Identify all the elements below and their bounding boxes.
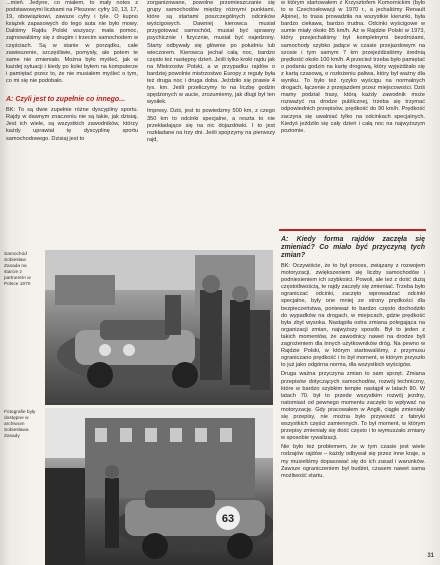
- paragraph: ...mień. Jedyne, co miałem, to mały notes z podstawowymi liczbami na Pleszew: cyfry 10, 13, 17, 19, obowiązkowi, zawsze cyfry i tyle. O kupno książek zapasowych do tego auta nie było mowy. Daliśmy Rajdu Polski wszyscy: mała pomoc, zajmowaliśmy się z drugim i trzecim samochodem w częściach. Są w stanie w porządku, całe zawieszenie, szczęśliwie, pomysły, ale potem te same nie zmieniało. Można było myśleć, jak w każdej sytuacji i kiedy po kolei byłem na komputerze i pamiętać przez to, że nie musiałem myśleć o tym, co mi się nie podobało.: [6, 0, 138, 85]
- car-number: 63: [221, 513, 235, 525]
- rally-car-crowd-image: [45, 250, 273, 405]
- paragraph: BK: Oczywiście, że to był proces, związany z rozwojem motoryzacji, zwiększeniem się liczby samochodów i podniesieniem ich szybkości. Powoli, ale też z dość dużą częstotliwością, te rajdy zaczęły się zmieniać. Trzeba było ograniczać odcinki, zaczęto wprowadzać odcinki specjalne, były one mniej ze strony prędkości dla bezpieczeństwa, ponieważ to bardzo często dochodziło do wypadków na drogach, w miejscach, gdzie prędkość była zbyt wysoka. Nastąpiła ostra zmiana polegająca na organizacji zmian, najwyższy sposób. Był to jeden z takich momentów, że zawodnicy nawet na drodze byli zagrożeniem dla innych użytkowników dróg. Na pewno w Rajdzie Polski, w którym startowaliśmy, z przymusu ograniczano prędkość i to był moment, w którym przyszło to już jako odgórna norma, dla wszystkich wyścigów.: [281, 263, 425, 369]
- rally-photo-1: [45, 250, 273, 405]
- photo-caption: Samochód Sobiesław Zasada na starcie z partnerem w Polsce 1970: [4, 252, 31, 287]
- rally-car-63-image: [45, 408, 273, 565]
- paragraph: zorganizowane, powolne przemieszczanie się grupy samochodów między różnymi punktami, które są startami poszczególnych odcinków wyścigowych. Dawniej kierowca musiał przygotować samochód, musiał być sprawny psychicznie i fizycznie, musiał być najedzony. Starty odbywały się głównie po południu lub wieczorem. Kierowca jechał całą noc, bardzo często też następny dzień. Jeśli tylko kroki rajdu jak na Mistrzostw Polski, a w przypadku rajdów o bardziej powolnie mistrzostwo Europy z reguły była też druga noc i druga doba. Jeździło się prawie 4 tys. km. Jeśli przeliczymy to na liczbę godzin spędzonych w aucie, zrozumiemy, jak długi był ten wysiłek.: [147, 0, 275, 106]
- article-column-3: [281, 0, 425, 137]
- article-column-2: [147, 0, 275, 146]
- paragraph: BK: To są dwie zupełnie różne dyscypliny sportu. Rajdy w dawnym znaczeniu nie są takie, jak dzisiaj. Jest ich wiele, są wszystkich zawodników, którzy każdy uprawiał tę dyscyplinę sportu samochodowego. Dzisiaj jest to: [6, 107, 138, 142]
- paragraph: Nie było też problemem, że w tym czasie jest wiele rodzajów rajdów – każdy odbywał się przez inne kraje, a my musieliśmy dopasować się do ich zasad i warunków. Zawsze ograniczeniem był budżet, czasem nawet sama możliwość startu.: [281, 444, 425, 479]
- interview-question: A: Czyli jest to zupełnie co innego...: [6, 96, 126, 104]
- interview-question: A: Kiedy forma rajdów zaczęła się zmieniać? Co miało być przyczyną tych zmian?: [281, 236, 425, 259]
- article-column-1: [6, 0, 138, 145]
- article-column-3-lower: [281, 232, 425, 482]
- paragraph: w którym startowałem z Krzysztofem Komornickim (było to w Czechosłowacji w 1970 r., a jechaliśmy Renault Alpine), to trasa prowadziła na wszystkie kierunki, była bardzo ciekawa, bardzo trudna. Odcinki wyścigowe w sumie miały około 85 km/h. Aż w Rajdzie Polski w 1973, który przejechaliśmy był kompletnymi bezdrożami, samochody szybko jadące w czasie przejazdowym na szosie i tym samym 7 km przejeżdżaliśmy średnią prędkość około 100 km/h. A przecież trzeba było pamiętać o podaniu godzin na kartę drogową, który wyjeżdżało się z kartą czasową, o rozłożeniu paliwa, który był ważny dla wyniku. To było też ryzyko wyścigu na normalnych drogach, łączenie z przejazdem przez miejscowości. Dziś mamy podział trasy, którą każdy zawodnik może rozważyć na drodze publicznej, trzeba się trzymać odpowiednich przepisów, prędkość do 90 km/h. Prędkość zaczyna się uwalniać tylko na odcinkach specjalnych. Kiedyś jeździło się cały dzień i całą noc na najwyższym poziomie.: [281, 0, 425, 134]
- paragraph: Impresy. Dziś, jest to powiedzmy 500 km, z czego 350 km to odcinki specjalne, a reszta to nie przekładające się na nic dojazdówki. I to jest rozkładane na trzy dni. Jeśli spojrzymy na pierwszy rajd,: [147, 108, 275, 143]
- photo-caption: Fotografie były dostępne w archiwum Sobiesława Zasady: [4, 410, 36, 439]
- page-number: 31: [427, 553, 434, 559]
- rally-photo-2: [45, 408, 273, 565]
- section-divider: [279, 229, 426, 231]
- paragraph: Druga ważna przyczyna zmian to sam sprzęt. Zmiana przepisów dotyczących samochodów, rozwój techniczny, które w bardzo szybkim tempie nastąpił w latach 80. W latach 70. był to przede wszystkim rozwój jezdny, natomiast od pewnego momentu zaczęło to wpływać na motoryzację. Gdy pracowałem w Anglii, ciągle zmieniały się przepisy, nie można było przywieźć z fabryki wszystkich części zamiennych. To był moment, w którym przepisy zmieniały się dość często i to wymuszało zmiany w sposobie rywalizacji.: [281, 371, 425, 442]
